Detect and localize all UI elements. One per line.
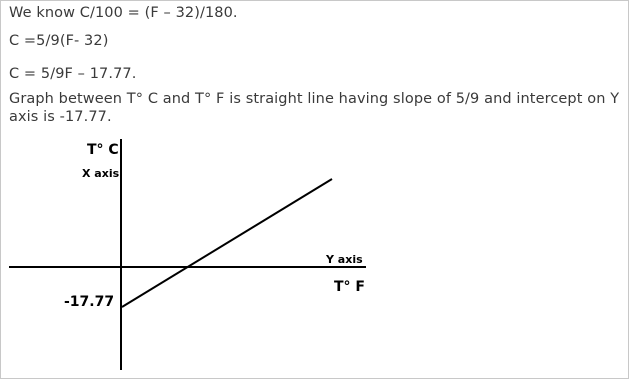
text-line-2: C =5/9(F- 32) bbox=[9, 33, 109, 49]
temperature-graph bbox=[1, 1, 628, 378]
intercept-label: -17.77 bbox=[64, 294, 115, 310]
text-line-4: Graph between T° C and T° F is straight line having slope of 5/9 and intercept on Y bbox=[9, 91, 620, 107]
text-line-1: We know C/100 = (F – 32)/180. bbox=[9, 5, 238, 21]
vertical-axis-title: T° C bbox=[87, 142, 119, 158]
vertical-axis-name: X axis bbox=[82, 167, 120, 180]
text-line-5: axis is -17.77. bbox=[9, 109, 112, 125]
conversion-line bbox=[122, 179, 332, 307]
horizontal-axis-title: T° F bbox=[334, 279, 365, 295]
text-line-3: C = 5/9F – 17.77. bbox=[9, 66, 137, 82]
horizontal-axis-name: Y axis bbox=[326, 253, 363, 266]
